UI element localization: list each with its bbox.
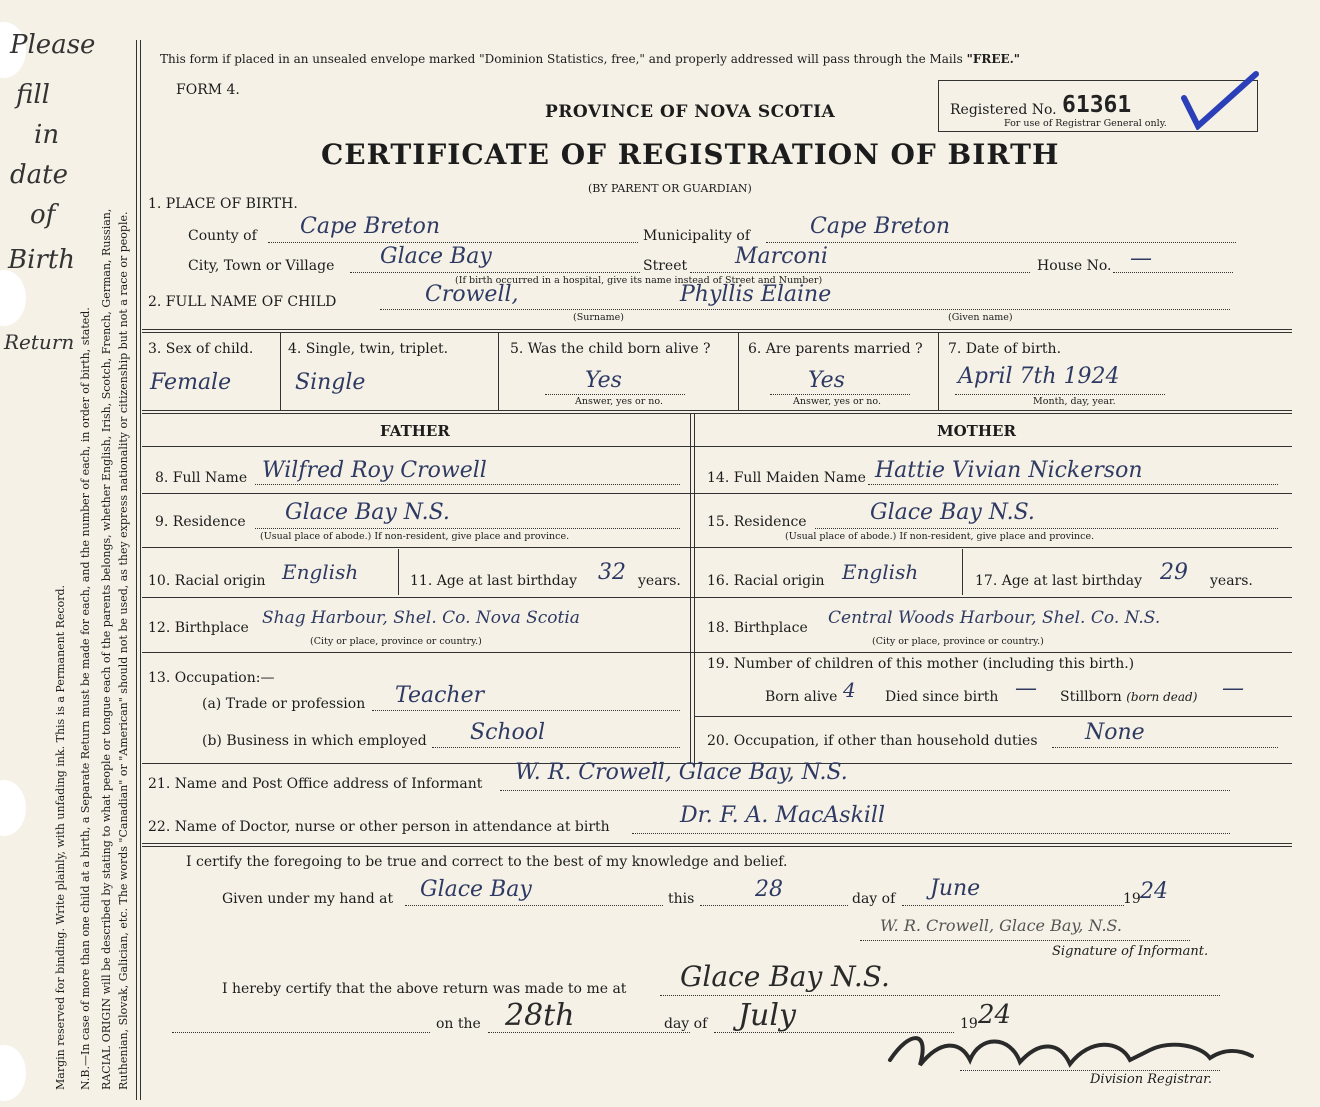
left-border-line	[136, 40, 137, 1100]
parents-married-label: 6. Are parents married ?	[748, 341, 923, 357]
stillborn-caption: (born dead)	[1126, 690, 1198, 704]
date-of-birth-field	[955, 392, 1165, 395]
parents-married-value: Yes	[808, 368, 845, 393]
certificate-subtitle: (BY PARENT OR GUARDIAN)	[588, 182, 752, 195]
informant-signature: W. R. Crowell, Glace Bay, N.S.	[880, 916, 1123, 935]
father-age-value: 32	[598, 560, 626, 585]
father-birthplace-caption: (City or place, province or country.)	[310, 636, 482, 647]
certification-place-field	[405, 903, 663, 906]
registrar-day-of-label: day of	[664, 1016, 708, 1032]
row-divider	[142, 410, 1292, 411]
date-of-birth-value: April 7th 1924	[958, 364, 1120, 389]
died-since-birth-value: —	[1015, 676, 1037, 701]
surname-caption: (Surname)	[573, 312, 624, 323]
certification-year-value: 24	[1140, 879, 1168, 904]
registrar-month-value: July	[738, 998, 796, 1033]
signature-of-informant-label: Signature of Informant.	[1052, 944, 1209, 959]
doctor-label: 22. Name of Doctor, nurse or other person in attendance at birth	[148, 819, 610, 835]
registrar-statement: I hereby certify that the above return was made to me at	[222, 981, 627, 997]
col-divider	[398, 549, 399, 595]
informant-field	[500, 788, 1230, 791]
registrar-general-note: For use of Registrar General only.	[1004, 118, 1167, 129]
certification-month-field	[902, 903, 1124, 906]
father-residence-value: Glace Bay N.S.	[285, 500, 450, 525]
binding-hole-upper	[0, 270, 26, 326]
given-under-hand-label: Given under my hand at	[222, 891, 394, 907]
father-residence-field	[255, 526, 680, 529]
born-alive-value: Yes	[585, 368, 622, 393]
margin-note-word: Return	[4, 330, 75, 354]
province-heading: PROVINCE OF NOVA SCOTIA	[545, 102, 836, 122]
col-divider	[938, 332, 939, 410]
mother-birthplace-label: 18. Birthplace	[707, 620, 808, 636]
stillborn-label-text: Stillborn	[1060, 689, 1122, 705]
stillborn-value: —	[1222, 676, 1244, 701]
margin-multiple-birth-note: N.B.—In case of more than one child at a birth, a Separate Return must be made for each, and the number of each, in order of birth, stated.	[79, 307, 92, 1090]
father-name-label: 8. Full Name	[155, 470, 248, 486]
margin-racial-origin-note: RACIAL ORIGIN will be described by stating to what people or tongue each of the parents belongs, whether English, Irish, Scotch, French, German, Russian,	[100, 208, 113, 1090]
parents-divider	[690, 413, 691, 763]
born-alive-label: 5. Was the child born alive ?	[510, 341, 711, 357]
hospital-note: (If birth occurred in a hospital, give its name instead of Street and Number)	[455, 275, 823, 286]
mother-residence-field	[815, 526, 1278, 529]
margin-binding-note: Margin reserved for binding. Write plainly, with unfading ink. This is a Permanent Record.	[54, 584, 67, 1090]
row-divider	[142, 446, 1292, 447]
business-field	[432, 745, 680, 748]
father-residence-caption: (Usual place of abode.) If non-resident, give place and province.	[260, 531, 570, 542]
checkmark-icon	[1180, 68, 1260, 130]
row-divider	[142, 846, 1292, 847]
born-alive-caption: Answer, yes or no.	[575, 396, 664, 407]
margin-note-word: Birth	[8, 245, 76, 275]
born-alive-count-value: 4	[843, 678, 856, 702]
sex-label: 3. Sex of child.	[148, 341, 254, 357]
house-label: House No.	[1037, 258, 1112, 274]
division-registrar-label: Division Registrar.	[1090, 1072, 1212, 1087]
certification-year-prefix: 19	[1123, 891, 1141, 907]
mother-birthplace-value: Central Woods Harbour, Shel. Co. N.S.	[828, 608, 1161, 628]
sex-value: Female	[150, 370, 232, 395]
parents-divider	[694, 413, 695, 763]
row-divider	[694, 716, 1292, 717]
parents-married-caption: Answer, yes or no.	[793, 396, 882, 407]
registrar-place-value: Glace Bay N.S.	[680, 960, 890, 993]
born-alive-count-label: Born alive	[765, 689, 838, 705]
certification-month-value: June	[930, 876, 981, 901]
father-birthplace-value: Shag Harbour, Shel. Co. Nova Scotia	[262, 608, 580, 628]
mother-occupation-field	[1052, 745, 1278, 748]
registered-label: Registered No.	[950, 102, 1057, 118]
form-number: FORM 4.	[176, 82, 240, 98]
row-divider	[142, 493, 1292, 494]
row-divider	[142, 597, 1292, 598]
margin-note-word: fill	[16, 80, 50, 110]
business-label: (b) Business in which employed	[202, 733, 427, 749]
father-heading: FATHER	[380, 422, 450, 440]
father-racial-label: 10. Racial origin	[148, 573, 266, 589]
doctor-value: Dr. F. A. MacAskill	[680, 803, 886, 828]
father-name-value: Wilfred Roy Crowell	[262, 458, 487, 483]
municipality-label: Municipality of	[643, 228, 751, 244]
mother-residence-caption: (Usual place of abode.) If non-resident, give place and province.	[785, 531, 1095, 542]
mother-residence-value: Glace Bay N.S.	[870, 500, 1035, 525]
children-count-label: 19. Number of children of this mother (including this birth.)	[707, 656, 1135, 672]
house-value: —	[1130, 246, 1152, 271]
mail-notice-text: This form if placed in an unsealed envelope marked "Dominion Statistics, free," and properly addressed will pass through the Mails	[160, 52, 963, 66]
margin-note-word: Please	[10, 30, 96, 60]
registrar-signature-field	[960, 1068, 1220, 1071]
father-age-label: 11. Age at last birthday	[410, 573, 578, 589]
mother-racial-label: 16. Racial origin	[707, 573, 825, 589]
mother-name-label: 14. Full Maiden Name	[707, 470, 866, 486]
binding-hole-lower	[0, 780, 26, 836]
mail-notice-free: "FREE."	[966, 52, 1021, 66]
trade-value: Teacher	[395, 683, 485, 708]
mother-name-value: Hattie Vivian Nickerson	[875, 458, 1143, 483]
father-racial-value: English	[282, 560, 359, 584]
mother-age-value: 29	[1160, 560, 1188, 585]
certificate-title: CERTIFICATE OF REGISTRATION OF BIRTH	[321, 138, 1060, 171]
informant-label: 21. Name and Post Office address of Informant	[148, 776, 483, 792]
registrar-place-field	[660, 993, 1220, 996]
col-divider	[280, 332, 281, 410]
child-given-value: Phyllis Elaine	[680, 282, 832, 307]
died-since-birth-label: Died since birth	[885, 689, 999, 705]
mother-age-label: 17. Age at last birthday	[975, 573, 1143, 589]
father-years-label: years.	[638, 573, 681, 589]
stillborn-label	[1060, 689, 1197, 705]
registrar-day-value: 28th	[505, 998, 575, 1033]
street-label: Street	[643, 258, 688, 274]
margin-note-word: of	[30, 200, 56, 230]
county-value: Cape Breton	[300, 214, 441, 239]
child-surname-value: Crowell,	[425, 282, 519, 307]
doctor-field	[632, 831, 1230, 834]
mother-racial-value: English	[842, 560, 919, 584]
day-of-label: day of	[852, 891, 896, 907]
col-divider	[962, 549, 963, 595]
left-border-line-inner	[140, 40, 141, 1100]
mail-notice	[160, 52, 1020, 66]
mother-occupation-value: None	[1085, 720, 1145, 745]
row-divider	[142, 652, 1292, 653]
row-divider	[142, 329, 1292, 330]
margin-note-word: in	[34, 120, 60, 150]
plurality-label: 4. Single, twin, triplet.	[288, 341, 449, 357]
this-label: this	[668, 891, 695, 907]
binding-hole-bottom	[0, 1045, 26, 1101]
mother-residence-label: 15. Residence	[707, 514, 807, 530]
plurality-value: Single	[295, 370, 366, 395]
business-value: School	[470, 720, 546, 745]
registrar-signature	[880, 1020, 1260, 1080]
date-of-birth-caption: Month, day, year.	[1033, 396, 1116, 407]
mother-heading: MOTHER	[937, 422, 1016, 440]
father-residence-label: 9. Residence	[155, 514, 246, 530]
registrar-blank-line	[172, 1030, 430, 1033]
trade-field	[372, 708, 680, 711]
city-label: City, Town or Village	[188, 258, 335, 274]
father-birthplace-label: 12. Birthplace	[148, 620, 249, 636]
father-occupation-label: 13. Occupation:—	[148, 670, 275, 686]
mother-years-label: years.	[1210, 573, 1253, 589]
registered-number: 61361	[1062, 92, 1132, 118]
row-divider	[142, 547, 1292, 548]
row-divider	[142, 843, 1292, 844]
city-value: Glace Bay	[380, 244, 492, 269]
certification-day-field	[700, 903, 848, 906]
informant-signature-field	[860, 938, 1190, 941]
col-divider	[738, 332, 739, 410]
certification-place-value: Glace Bay	[420, 877, 532, 902]
on-the-label: on the	[436, 1016, 481, 1032]
margin-racial-origin-note-cont: Ruthenian, Slovak, Galician, etc. The words "Canadian" or "American" should not be used, as they express nationality or citizenship but not a race or people.	[117, 211, 130, 1090]
certification-day-value: 28	[755, 877, 783, 902]
trade-label: (a) Trade or profession	[202, 696, 366, 712]
street-value: Marconi	[735, 244, 828, 269]
mother-occupation-label: 20. Occupation, if other than household duties	[707, 733, 1038, 749]
col-divider	[498, 332, 499, 410]
child-name-label: 2. FULL NAME OF CHILD	[148, 294, 337, 310]
county-label: County of	[188, 228, 257, 244]
informant-value: W. R. Crowell, Glace Bay, N.S.	[515, 760, 848, 785]
registrar-year-prefix: 19	[960, 1016, 978, 1032]
row-divider	[142, 332, 1292, 333]
place-of-birth-label: 1. PLACE OF BIRTH.	[148, 196, 298, 212]
municipality-value: Cape Breton	[810, 214, 951, 239]
row-divider	[142, 413, 1292, 414]
margin-note-word: date	[10, 160, 68, 190]
mother-birthplace-caption: (City or place, province or country.)	[872, 636, 1044, 647]
registrar-year-value: 24	[978, 1000, 1012, 1030]
date-of-birth-label: 7. Date of birth.	[948, 341, 1062, 357]
certification-statement: I certify the foregoing to be true and correct to the best of my knowledge and belief.	[186, 854, 788, 870]
given-name-caption: (Given name)	[948, 312, 1013, 323]
